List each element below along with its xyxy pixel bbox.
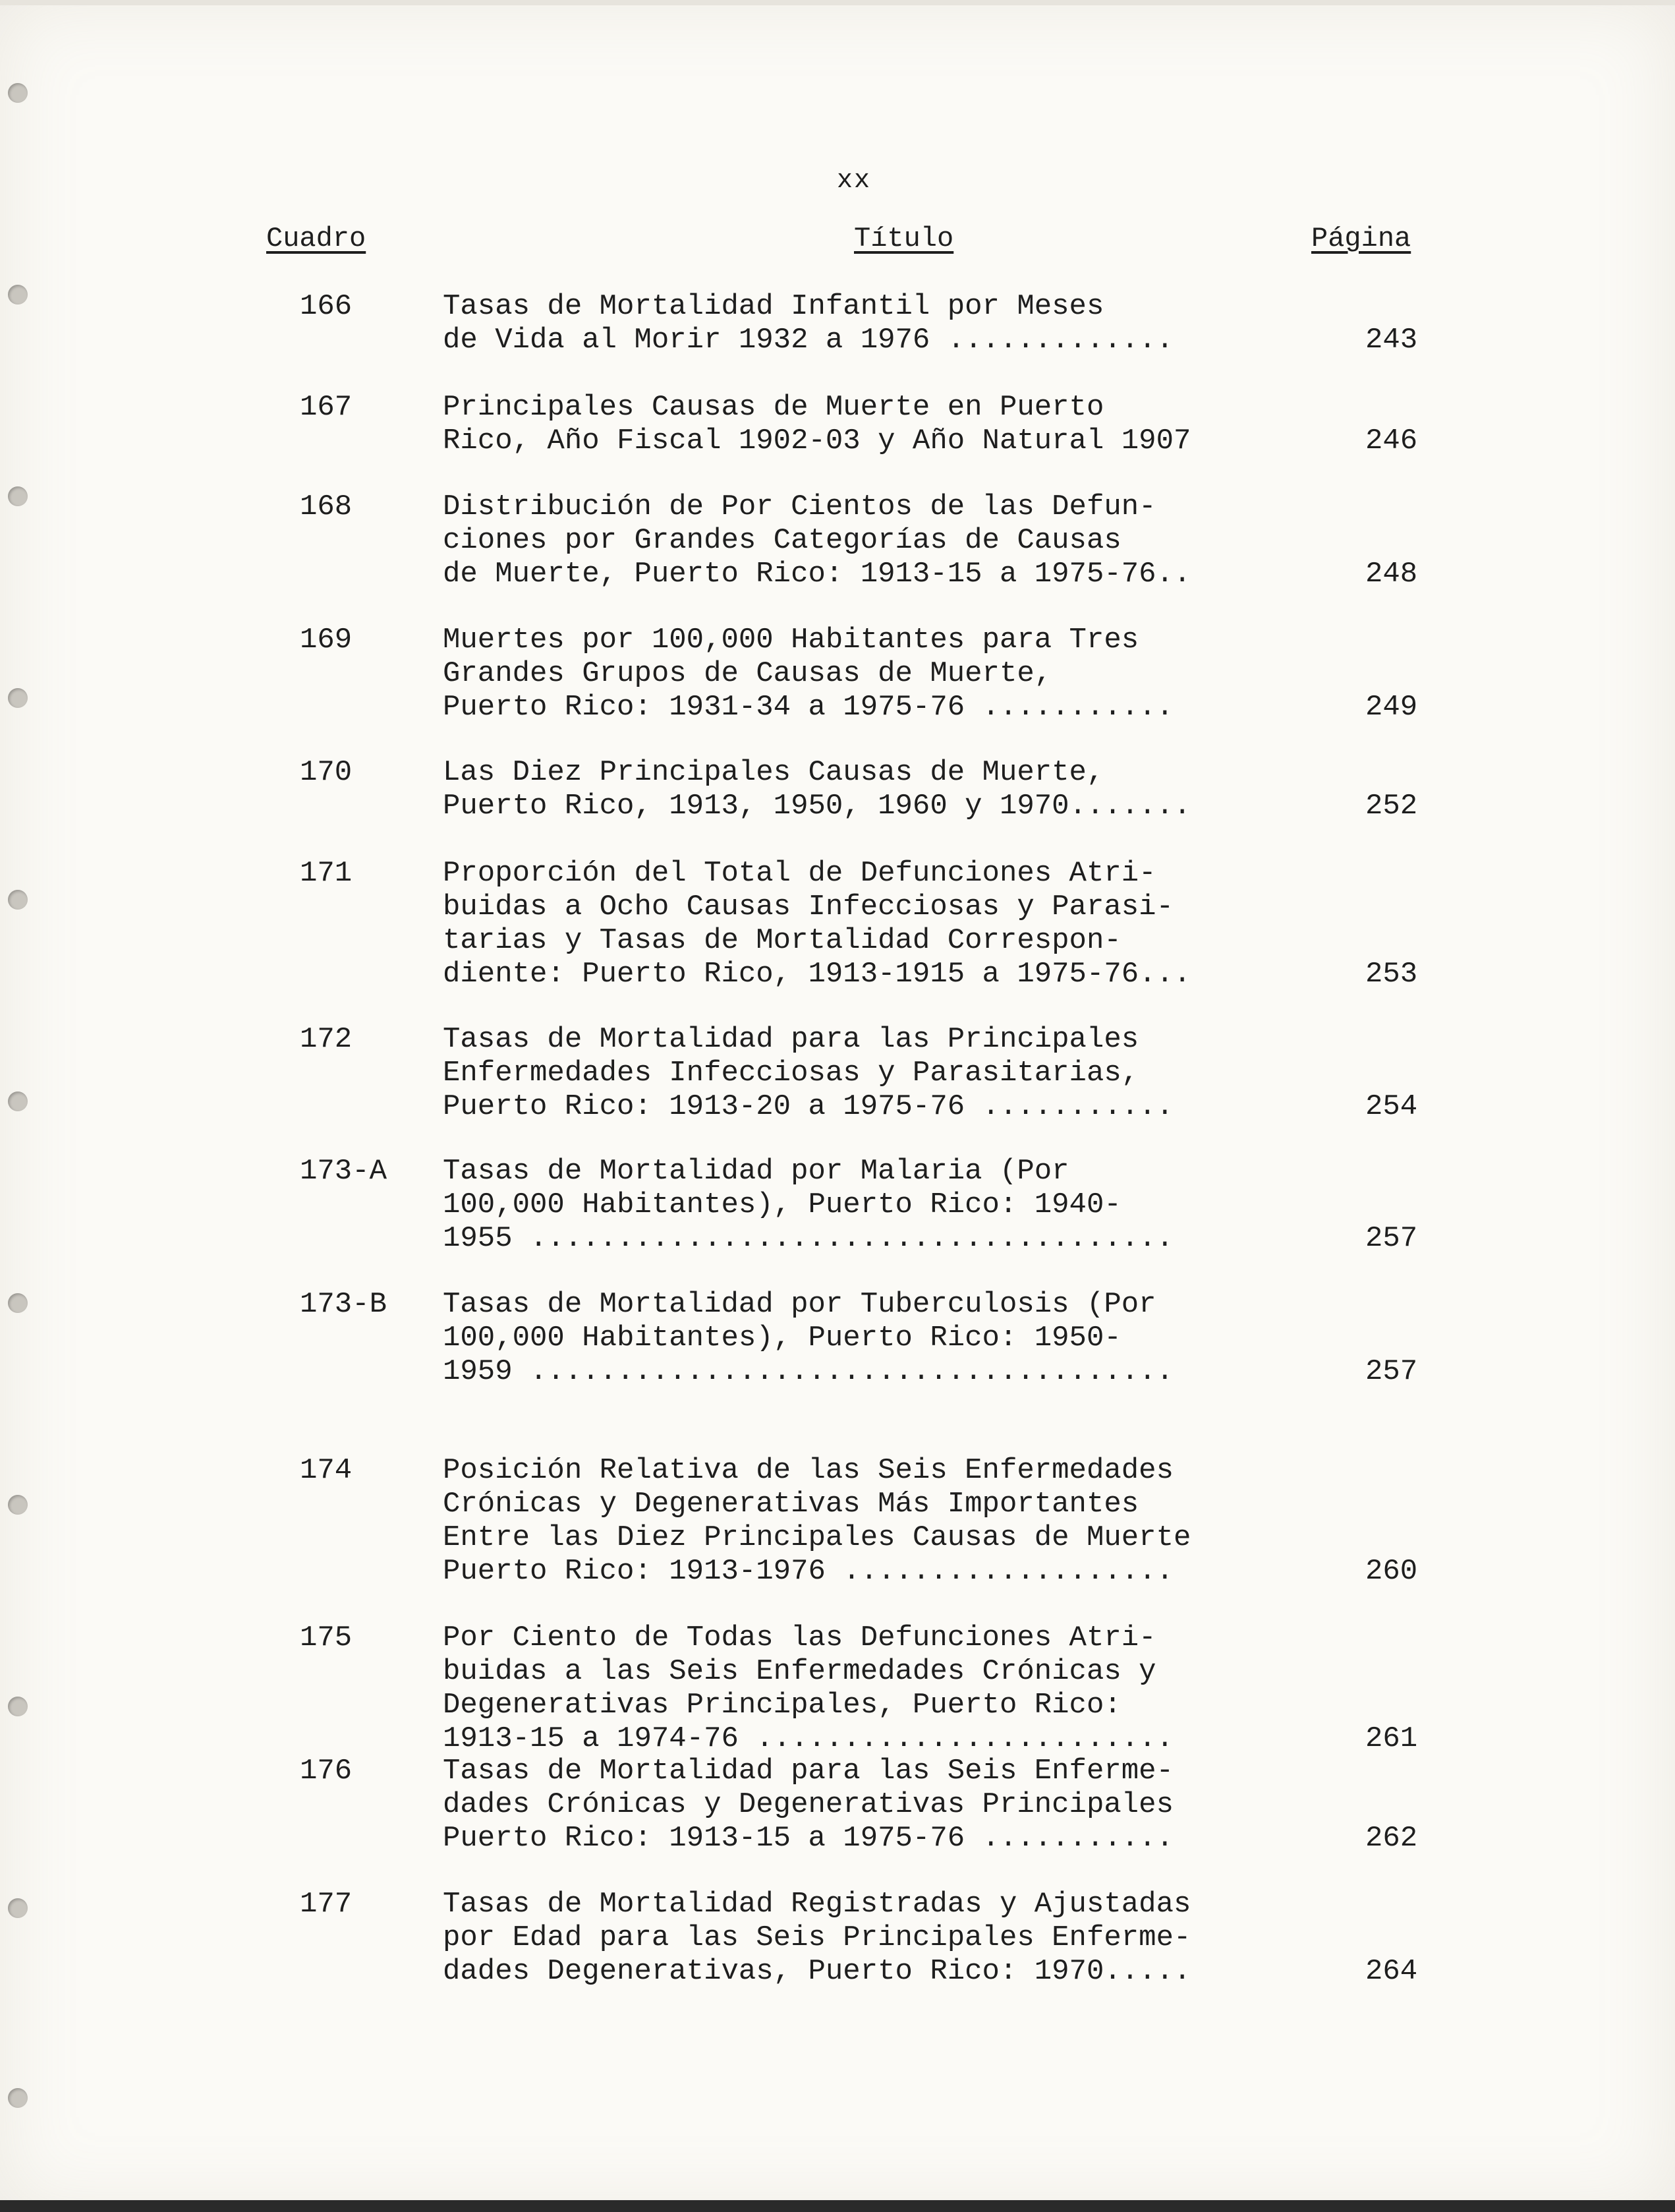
entry-title bbox=[443, 1755, 1313, 1855]
entry-page-number: 261 bbox=[1365, 1722, 1418, 1755]
entry-number: 176 bbox=[300, 1755, 353, 1788]
entry-title-line: 1913-15 a 1974-76 ........................ bbox=[443, 1722, 1174, 1755]
binder-hole bbox=[8, 1293, 28, 1313]
binder-hole bbox=[8, 1697, 28, 1716]
entry-title-line: diente: Puerto Rico, 1913-1915 a 1975-76... bbox=[443, 958, 1191, 991]
entry-title-line: Enfermedades Infecciosas y Parasitarias, bbox=[443, 1057, 1139, 1090]
entry-page-number: 248 bbox=[1365, 558, 1418, 591]
entry-title-line: Puerto Rico: 1913-20 a 1975-76 ........... bbox=[443, 1090, 1174, 1123]
entry-title-line: Tasas de Mortalidad para las Seis Enferme- bbox=[443, 1755, 1174, 1788]
entry-title-line: Posición Relativa de las Seis Enfermedades bbox=[443, 1454, 1174, 1487]
entry-title bbox=[443, 1621, 1313, 1756]
binder-hole bbox=[8, 2088, 28, 2108]
entry-title-line: Distribución de Por Cientos de las Defun- bbox=[443, 490, 1156, 523]
entry-page-number: 254 bbox=[1365, 1090, 1418, 1123]
entry-title-line: de Vida al Morir 1932 a 1976 ............. bbox=[443, 324, 1174, 357]
entry-title-line: Puerto Rico: 1913-15 a 1975-76 ........... bbox=[443, 1822, 1174, 1855]
entry-title bbox=[443, 1155, 1313, 1256]
entry-title-line: Muertes por 100,000 Habitantes para Tres bbox=[443, 624, 1139, 656]
entry-title-line: Tasas de Mortalidad por Malaria (Por bbox=[443, 1155, 1069, 1188]
page-bottom-edge bbox=[0, 2200, 1675, 2212]
column-header-pagina: Página bbox=[1311, 223, 1411, 254]
page-number: xx bbox=[837, 166, 872, 196]
entry-title-line: Puerto Rico: 1913-1976 ................... bbox=[443, 1555, 1174, 1588]
entry-title bbox=[443, 391, 1313, 458]
entry-title-line: buidas a Ocho Causas Infecciosas y Parasi- bbox=[443, 890, 1174, 923]
entry-title-line: dades Crónicas y Degenerativas Principales bbox=[443, 1788, 1174, 1821]
entry-number: 166 bbox=[300, 290, 353, 323]
entry-page-number: 253 bbox=[1365, 958, 1418, 991]
entry-title-line: Tasas de Mortalidad Registradas y Ajustadas bbox=[443, 1888, 1191, 1921]
entry-title bbox=[443, 1288, 1313, 1389]
entry-number: 171 bbox=[300, 857, 353, 890]
entry-title-line: Las Diez Principales Causas de Muerte, bbox=[443, 756, 1104, 789]
entry-page-number: 252 bbox=[1365, 790, 1418, 823]
entry-title bbox=[443, 756, 1313, 823]
entry-page-number: 257 bbox=[1365, 1355, 1418, 1388]
entry-title-line: 1959 ..................................... bbox=[443, 1355, 1174, 1388]
column-header-titulo: Título bbox=[854, 223, 954, 254]
entry-number: 177 bbox=[300, 1888, 353, 1921]
entry-page-number: 249 bbox=[1365, 691, 1418, 724]
binder-hole bbox=[8, 1898, 28, 1918]
entry-title-line: Tasas de Mortalidad por Tuberculosis (Por bbox=[443, 1288, 1156, 1321]
entry-title bbox=[443, 857, 1313, 991]
page-top-edge bbox=[0, 0, 1675, 5]
entry-title-line: por Edad para las Seis Principales Enferme- bbox=[443, 1921, 1191, 1954]
entry-title bbox=[443, 1454, 1313, 1588]
binder-hole bbox=[8, 83, 28, 103]
entry-title-line: Puerto Rico, 1913, 1950, 1960 y 1970....... bbox=[443, 790, 1191, 823]
entry-number: 172 bbox=[300, 1023, 353, 1056]
entry-page-number: 257 bbox=[1365, 1222, 1418, 1255]
entry-page-number: 246 bbox=[1365, 424, 1418, 457]
entry-number: 174 bbox=[300, 1454, 353, 1487]
entry-title-line: Puerto Rico: 1931-34 a 1975-76 ........... bbox=[443, 691, 1174, 724]
binder-hole bbox=[8, 285, 28, 305]
entry-number: 173-B bbox=[300, 1288, 387, 1321]
binder-hole bbox=[8, 1495, 28, 1515]
entry-title-line: tarias y Tasas de Mortalidad Correspon- bbox=[443, 924, 1121, 957]
entry-page-number: 264 bbox=[1365, 1955, 1418, 1988]
entry-title-line: Proporción del Total de Defunciones Atri- bbox=[443, 857, 1156, 890]
entry-title-line: Crónicas y Degenerativas Más Importantes bbox=[443, 1488, 1139, 1521]
entry-title bbox=[443, 490, 1313, 591]
entry-title bbox=[443, 624, 1313, 724]
entry-title-line: ciones por Grandes Categorías de Causas bbox=[443, 524, 1121, 557]
entry-page-number: 260 bbox=[1365, 1555, 1418, 1588]
entry-title-line: 100,000 Habitantes), Puerto Rico: 1950- bbox=[443, 1322, 1121, 1354]
column-header-cuadro: Cuadro bbox=[266, 223, 366, 254]
entry-page-number: 262 bbox=[1365, 1822, 1418, 1855]
binder-hole bbox=[8, 1091, 28, 1111]
entry-title-line: Entre las Diez Principales Causas de Muerte bbox=[443, 1521, 1191, 1554]
binder-hole bbox=[8, 688, 28, 708]
entry-title-line: buidas a las Seis Enfermedades Crónicas y bbox=[443, 1655, 1156, 1688]
entry-title bbox=[443, 1023, 1313, 1124]
entry-title-line: Grandes Grupos de Causas de Muerte, bbox=[443, 657, 1052, 690]
entry-number: 175 bbox=[300, 1621, 353, 1654]
entry-page-number: 243 bbox=[1365, 324, 1418, 357]
entry-title-line: Principales Causas de Muerte en Puerto bbox=[443, 391, 1104, 424]
entry-title-line: Degenerativas Principales, Puerto Rico: bbox=[443, 1689, 1121, 1722]
entry-title-line: 100,000 Habitantes), Puerto Rico: 1940- bbox=[443, 1188, 1121, 1221]
entry-number: 169 bbox=[300, 624, 353, 656]
binder-hole bbox=[8, 890, 28, 910]
entry-title bbox=[443, 290, 1313, 357]
entry-title-line: Por Ciento de Todas las Defunciones Atri- bbox=[443, 1621, 1156, 1654]
entry-title-line: Tasas de Mortalidad Infantil por Meses bbox=[443, 290, 1104, 323]
entry-number: 168 bbox=[300, 490, 353, 523]
entry-number: 167 bbox=[300, 391, 353, 424]
entry-title-line: de Muerte, Puerto Rico: 1913-15 a 1975-76.. bbox=[443, 558, 1191, 591]
entry-number: 170 bbox=[300, 756, 353, 789]
entry-title-line: Tasas de Mortalidad para las Principales bbox=[443, 1023, 1139, 1056]
entry-number: 173-A bbox=[300, 1155, 387, 1188]
entry-title-line: Rico, Año Fiscal 1902-03 y Año Natural 1907 bbox=[443, 424, 1191, 457]
entry-title-line: dades Degenerativas, Puerto Rico: 1970..... bbox=[443, 1955, 1191, 1988]
binder-hole bbox=[8, 486, 28, 506]
entry-title bbox=[443, 1888, 1313, 1989]
entry-title-line: 1955 ..................................... bbox=[443, 1222, 1174, 1255]
